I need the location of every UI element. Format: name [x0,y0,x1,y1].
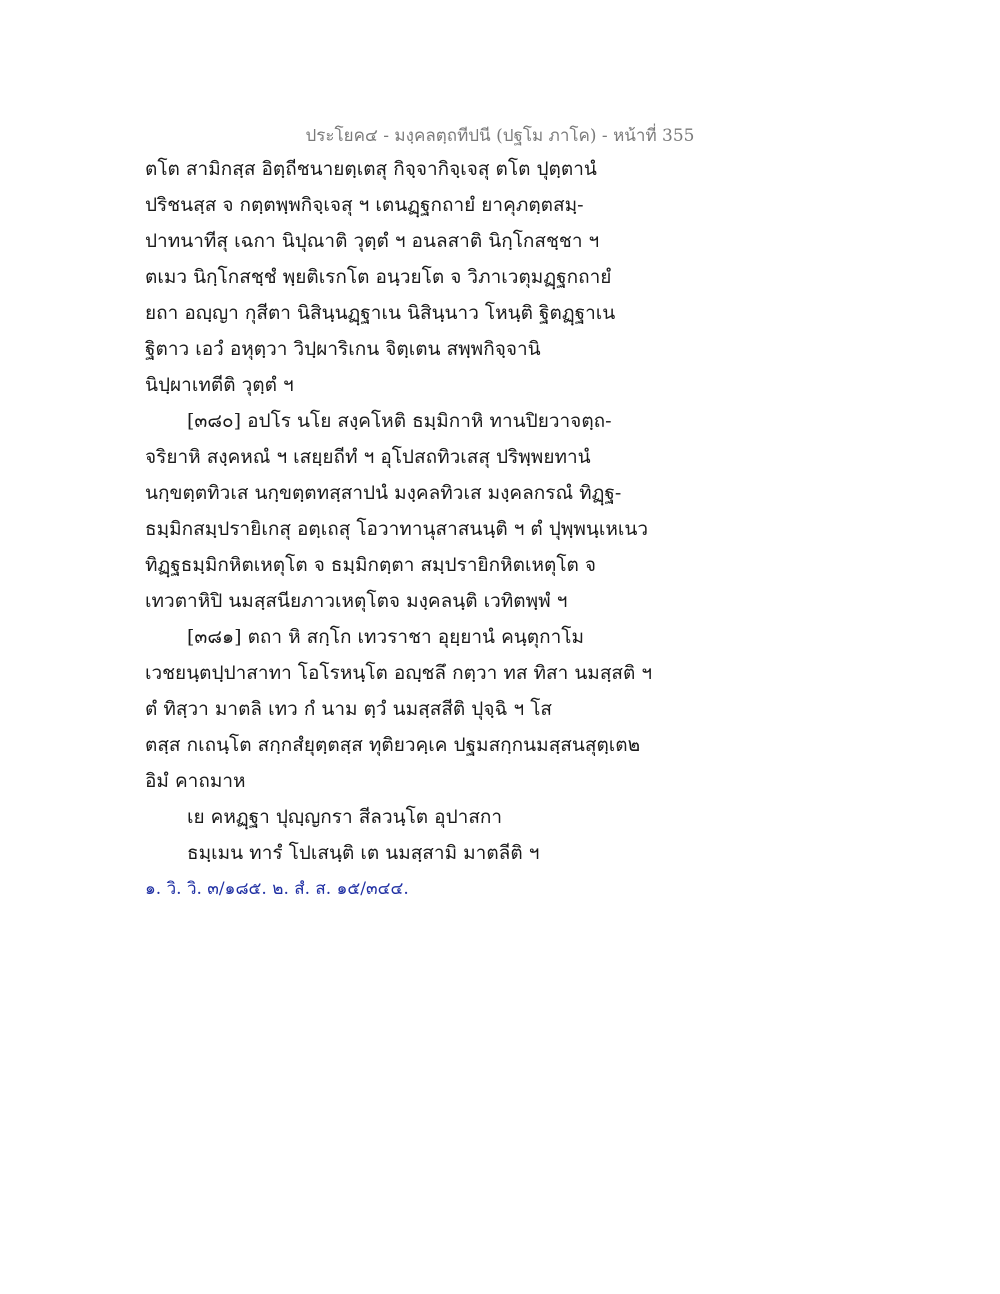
text-line: ฐิตาว เอวํ อหุตฺวา วิปฺผาริเกน จิตฺเตน สพฺพกิจฺจานิ [145,338,541,360]
text-line: ตเมว นิกฺโกสชฺชํ พฺยติเรกโต อนฺวยโต จ วิภาเวตุมฏฺฐกถายํ [145,266,612,288]
text-line: จริยาหิ สงฺคหณํ ฯ เสยฺยถีทํ ฯ อุโปสถทิวเสสุ ปริพฺพยทานํ [145,446,591,468]
paragraph-381-first-line: [๓๘๑] ตถา หิ สกฺโก เทวราชา อุยฺยานํ คนฺตุกาโม [187,626,585,648]
text-line: ทิฏฺฐธมฺมิกหิตเหตุโต จ ธมฺมิกตฺตา สมฺปรายิกหิตเหตุโต จ [145,554,597,576]
text-line: เทวตาหิปิ นมสฺสนียภาวเหตุโตจ มงฺคลนฺติ เวทิตพฺพํ ฯ [145,590,568,612]
text-line: ตโต สามิกสฺส อิตฺถีชนายตฺเตสุ กิจฺจากิจฺเจสุ ตโต ปุตฺตานํ [145,158,597,180]
text-line: อิมํ คาถมาห [145,770,246,792]
text-line: ตํ ทิสฺวา มาตลิ เทว กํ นาม ตฺวํ นมสฺสสีติ ปุจฺฉิ ฯ โส [145,698,552,720]
text-line: ยถา อญฺญา กุสีตา นิสินฺนฏฺฐาเน นิสินฺนาว โหนฺติ ฐิตฏฺฐาเน [145,302,616,324]
footnote: ๑. วิ. วิ. ๓/๑๘๕. ๒. สํ. ส. ๑๕/๓๔๔. [145,879,409,899]
text-line: ปริชนสฺส จ กตฺตพฺพกิจฺเจสุ ฯ เตนฏฺฐกถายํ ยาคุภตฺตสมฺ- [145,194,584,216]
paragraph-380-first-line: [๓๘๐] อปโร นโย สงฺคโหติ ธมฺมิกาหิ ทานปิยวาจตฺถ- [187,410,612,432]
text-line: นิปฺผาเทตีติ วุตฺตํ ฯ [145,374,294,396]
page-header: ประโยค๔ - มงฺคลตฺถทีปนี (ปฐโม ภาโค) - หน้าที่ 355 [305,126,695,146]
text-line: ตสฺส กเถนฺโต สกฺกสํยุตฺตสฺส ทุติยวคฺเค ปฐมสกฺกนมสฺสนสุตฺเต๒ [145,734,641,756]
verse-line: เย คหฏฺฐา ปุญฺญกรา สีลวนฺโต อุปาสกา [187,806,503,828]
verse-line: ธมฺเมน ทารํ โปเสนฺติ เต นมสฺสามิ มาตลีติ ฯ [187,842,540,864]
text-line: ธมฺมิกสมฺปรายิเกสุ อตฺเถสุ โอวาทานุสาสนนฺติ ฯ ตํ ปุพฺพนฺเหเนว [145,518,649,540]
text-line: นกฺขตฺตทิวเส นกฺขตฺตทสฺสาปนํ มงฺคลทิวเส มงฺคลกรณํ ทิฏฺฐ- [145,482,622,504]
text-line: เวชยนฺตปฺปาสาทา โอโรหนฺโต อญฺชลึ กตฺวา ทส ทิสา นมสฺสติ ฯ [145,662,653,684]
text-line: ปาทนาทีสุ เฉกา นิปุณาติ วุตฺตํ ฯ อนลสาติ นิกฺโกสชฺชา ฯ [145,230,600,252]
body-text [145,156,705,906]
